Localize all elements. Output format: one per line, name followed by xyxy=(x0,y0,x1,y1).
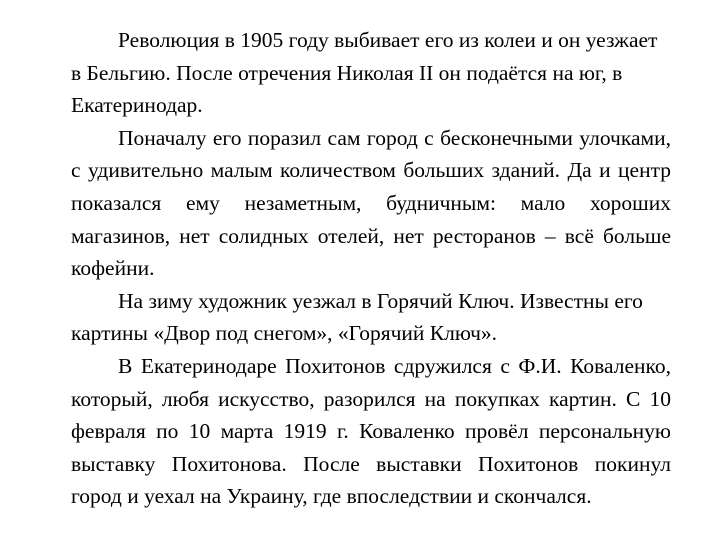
paragraph-kovalenko-exhibition: В Екатеринодаре Похитонов сдружился с Ф.И. Коваленко, который, любя искусство, разорился на покупках картин. С 10 февраля по 10 марта 1919 г. Коваленко провёл персональную выставку Похитонова. После выставки Похитонов покинул город и уехал на Украину, где впоследствии и скончался. xyxy=(71,353,671,509)
text-body xyxy=(71,24,671,513)
paragraph-revolution: Революция в 1905 году выбивает его из колеи и он уезжает в Бельгию. После отречения Николая II он подаётся на юг, в Екатеринодар. xyxy=(71,28,658,118)
paragraph-city-impressions: Поначалу его поразил сам город с бесконечными улочками, с удивительно малым количеством больших зданий. Да и центр показался ему незаметным, будничным: мало хороших магазинов, нет солидных отелей, нет ресторанов – всё больше кофейни. xyxy=(71,125,671,281)
paragraph-goryachy-klyuch: На зиму художник уезжал в Горячий Ключ. Известны его картины «Двор под снегом», «Горячий Ключ». xyxy=(71,288,643,346)
